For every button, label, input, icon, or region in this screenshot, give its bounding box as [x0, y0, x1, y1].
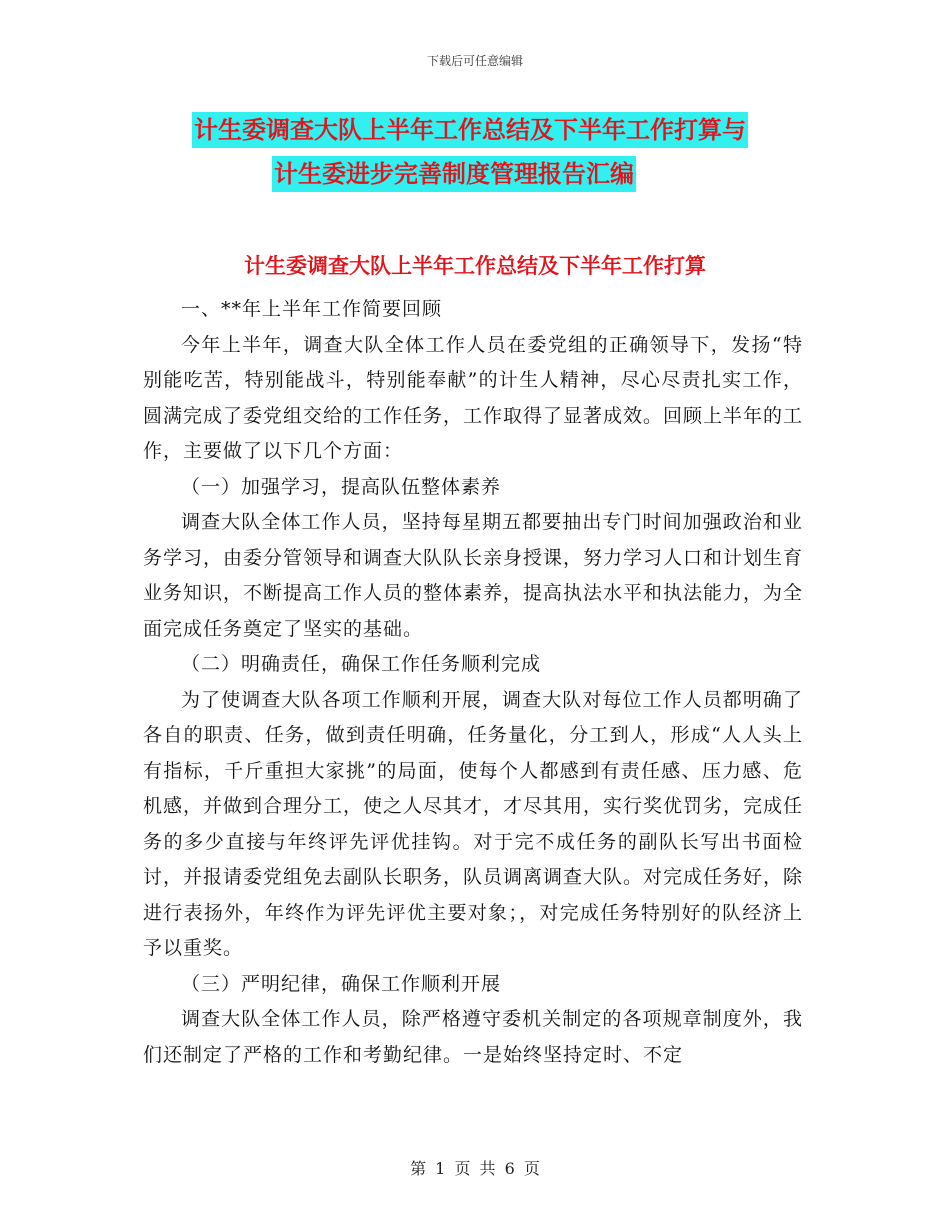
paragraph-discipline: 调查大队全体工作人员，除严格遵守委机关制定的各项规章制度外，我们还制定了严格的工作和考勤纪律。一是始终坚持定时、不定 [143, 1008, 803, 1066]
section-title: 计生委调查大队上半年工作总结及下半年工作打算 [244, 254, 706, 278]
heading-study: （一）加强学习，提高队伍整体素养 [181, 475, 502, 498]
title-line-1: 计生委调查大队上半年工作总结及下半年工作打算与 [192, 112, 748, 148]
page-header: 下载后可任意编辑 [426, 54, 523, 68]
document-body [143, 292, 803, 1073]
paragraph-responsibility: 为了使调查大队各项工作顺利开展，调查大队对每位工作人员都明确了各自的职责、任务，做到责任明确，任务量化，分工到人，形成“人人头上有指标，千斤重担大家挑”的局面，使每个人都感到有责任感、压力感、危机感，并做到合理分工，使之人尽其才，才尽其用，实行奖优罚劣，完成任务的多少直接与年终评先评优挂钩。对于完不成任务的副队长写出书面检讨，并报请委党组免去副队长职务，队员调离调查大队。对完成任务好，除进行表扬外，年终作为评先评优主要对象；，对完成任务特别好的队经济上予以重奖。 [143, 688, 804, 959]
heading-discipline: （三）严明纪律，确保工作顺利开展 [181, 972, 502, 995]
title-line-2: 计生委进步完善制度管理报告汇编 [272, 156, 636, 192]
paragraph-study: 调查大队全体工作人员，坚持每星期五都要抽出专门时间加强政治和业务学习，由委分管领导和调查大队队长亲身授课，努力学习人口和计划生育业务知识，不断提高工作人员的整体素养，提高执法水平和执法能力，为全面完成任务奠定了坚实的基础。 [143, 511, 804, 640]
page-footer: 第 1 页 共 6 页 [410, 1159, 540, 1178]
heading-review: 一、**年上半年工作简要回顾 [181, 298, 443, 320]
heading-responsibility: （二）明确责任，确保工作任务顺利完成 [181, 653, 542, 675]
paragraph-intro: 今年上半年，调查大队全体工作人员在委党组的正确领导下，发扬“特别能吃苦，特别能战斗，特别能奉献”的计生人精神，尽心尽责扎实工作，圆满完成了委党组交给的工作任务，工作取得了显著成效。回顾上半年的工作，主要做了以下几个方面： [143, 333, 804, 462]
